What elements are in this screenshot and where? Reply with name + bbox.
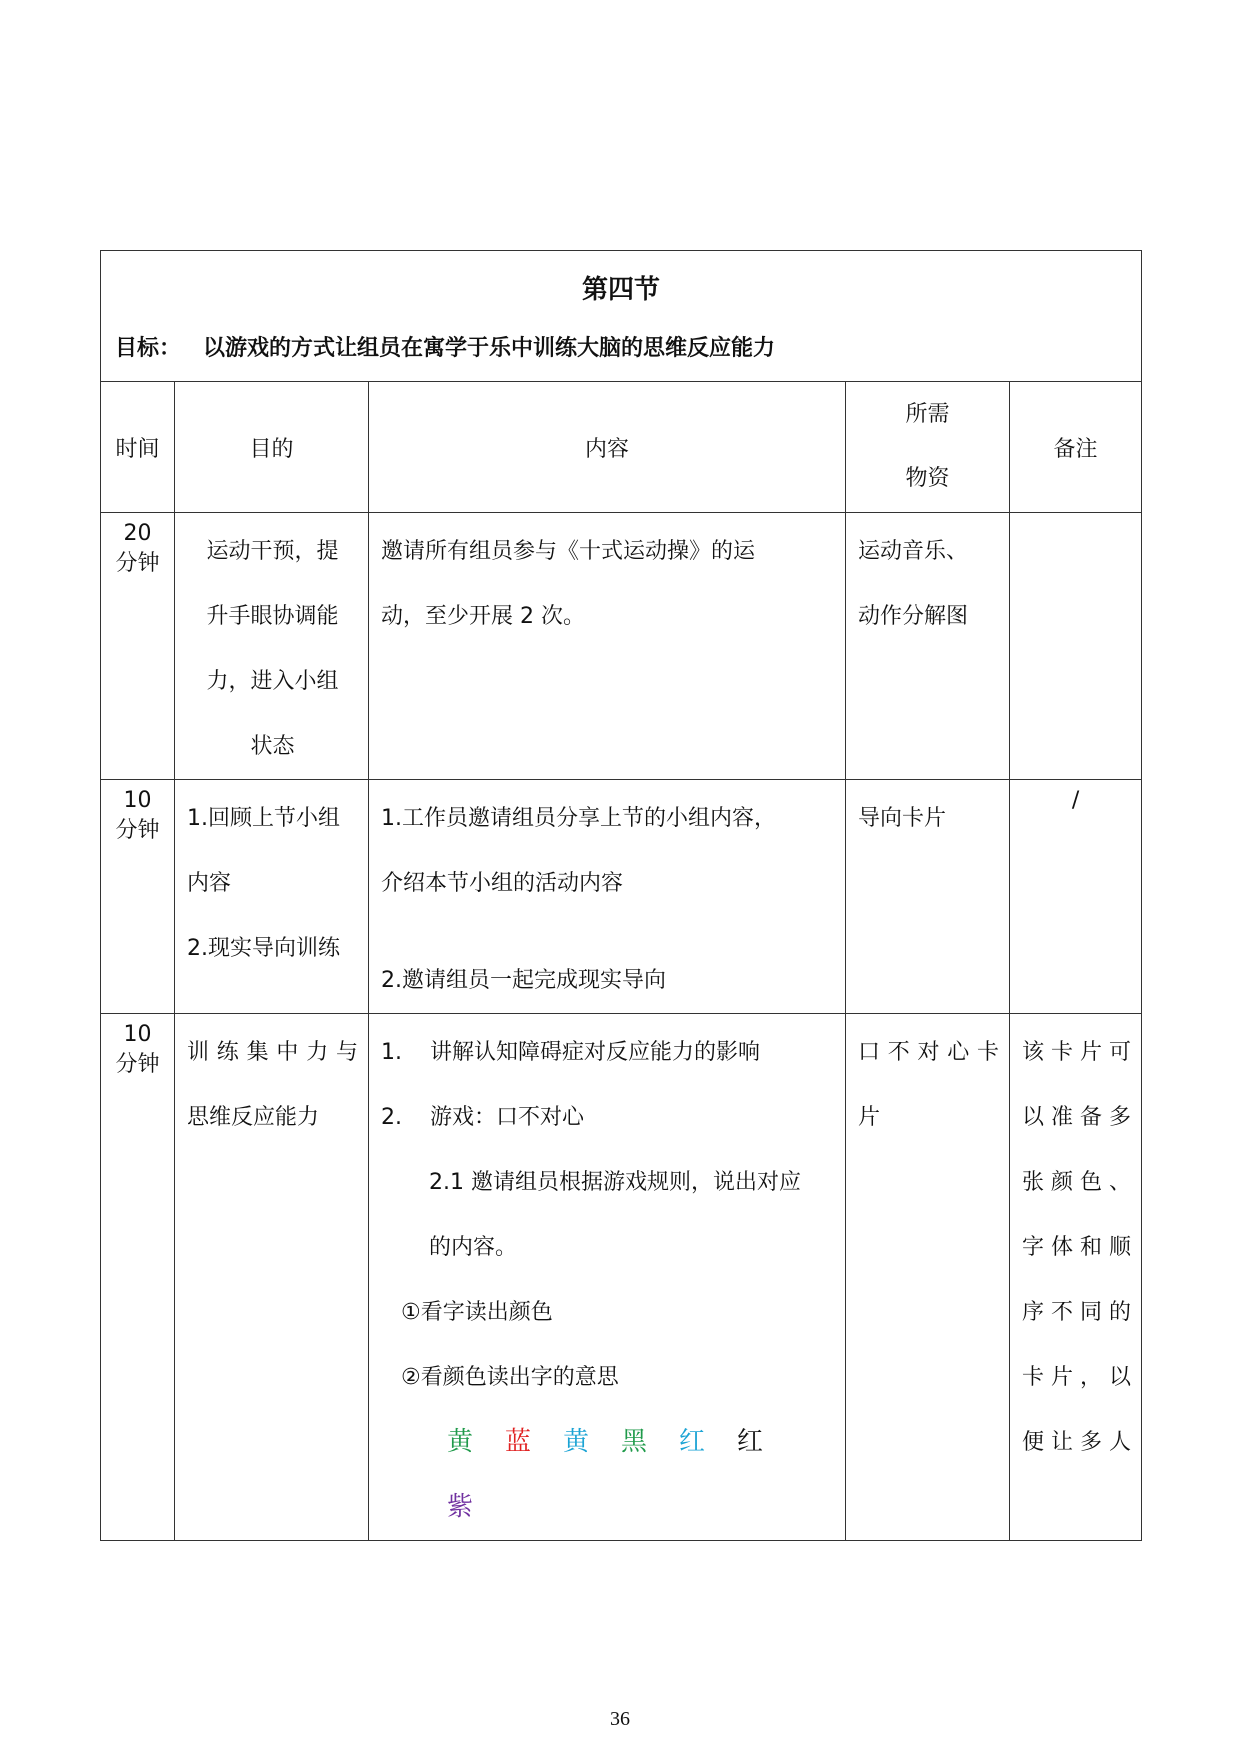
color-word: 黄 [563, 1427, 590, 1457]
content-cell [369, 780, 846, 1014]
purpose-line: 运动干预，提 [206, 539, 339, 564]
goal-label: 目标： [115, 336, 182, 361]
time-number: 10 [123, 788, 152, 813]
content-item-1: 1. 讲解认知障碍症对反应能力的影响 [381, 1040, 760, 1065]
title-cell [101, 251, 1142, 382]
header-content: 内容 [369, 382, 846, 513]
header-purpose: 目的 [175, 382, 369, 513]
header-row [101, 382, 1142, 513]
notes-line: 张颜色、 [1022, 1170, 1132, 1195]
content-sub-1b: 的内容。 [429, 1235, 518, 1260]
materials-cell [846, 780, 1010, 1014]
notes-line: 卡片，以 [1022, 1365, 1132, 1390]
materials-cell [846, 513, 1010, 780]
purpose-line: 力，进入小组 [206, 669, 339, 694]
notes-line: 序不同的 [1022, 1300, 1132, 1325]
color-word: 红 [679, 1427, 706, 1457]
purpose-line: 内容 [187, 871, 232, 896]
session-table [100, 250, 1142, 1541]
materials-line: 导向卡片 [858, 806, 947, 831]
materials-line: 片 [858, 1105, 881, 1130]
notes-cell [1010, 1014, 1142, 1541]
notes-line: 该卡片可 [1022, 1040, 1132, 1065]
color-word: 黄 [447, 1427, 474, 1457]
table-row [101, 1014, 1142, 1541]
header-notes: 备注 [1010, 382, 1142, 513]
purpose-cell [175, 513, 369, 780]
content-circle-1: ①看字读出颜色 [401, 1300, 553, 1325]
goal-text: 以游戏的方式让组员在寓学于乐中训练大脑的思维反应能力 [203, 336, 776, 361]
purpose-line: 1.回顾上节小组 [187, 806, 340, 831]
color-word: 蓝 [505, 1427, 532, 1457]
table-row [101, 513, 1142, 780]
content-cell [369, 513, 846, 780]
time-cell [101, 1014, 175, 1541]
time-unit: 分钟 [115, 1052, 160, 1077]
time-cell [101, 513, 175, 780]
section-title: 第四节 [582, 275, 661, 305]
content-item-2: 2. 游戏：口不对心 [381, 1105, 584, 1130]
purpose-line: 思维反应能力 [187, 1105, 320, 1130]
header-materials-line2: 物资 [905, 466, 950, 491]
notes-cell: / [1010, 780, 1142, 1014]
materials-line: 动作分解图 [858, 604, 969, 629]
header-time: 时间 [101, 382, 175, 513]
content-line: 介绍本节小组的活动内容 [381, 871, 624, 896]
page-number: 36 [610, 1708, 630, 1730]
purpose-cell [175, 780, 369, 1014]
materials-line: 口不对心卡 [858, 1040, 999, 1065]
purpose-line: 训练集中力与 [187, 1040, 358, 1065]
content-line: 2.邀请组员一起完成现实导向 [381, 968, 666, 993]
color-word: 黑 [621, 1427, 648, 1457]
time-number: 10 [123, 1022, 152, 1047]
notes-line: 便让多人 [1022, 1430, 1132, 1455]
color-word-list [381, 1410, 835, 1540]
color-word: 红 [737, 1427, 764, 1457]
color-word: 紫 [447, 1492, 474, 1522]
time-number: 20 [123, 521, 152, 546]
time-unit: 分钟 [115, 551, 160, 576]
content-line: 动，至少开展 2 次。 [381, 604, 585, 629]
purpose-line: 升手眼协调能 [206, 604, 339, 629]
purpose-line: 2.现实导向训练 [187, 936, 340, 961]
materials-line: 运动音乐、 [858, 539, 969, 564]
header-materials-line1: 所需 [905, 402, 950, 427]
notes-cell [1010, 513, 1142, 780]
materials-cell [846, 1014, 1010, 1541]
time-cell [101, 780, 175, 1014]
time-unit: 分钟 [115, 818, 160, 843]
notes-line: 以准备多 [1022, 1105, 1132, 1130]
content-sub-1: 2.1 邀请组员根据游戏规则，说出对应 [429, 1170, 801, 1195]
content-circle-2: ②看颜色读出字的意思 [401, 1365, 619, 1390]
purpose-cell [175, 1014, 369, 1541]
content-line: 1.工作员邀请组员分享上节的小组内容， [381, 806, 776, 831]
notes-line: 字体和顺 [1022, 1235, 1132, 1260]
content-cell [369, 1014, 846, 1541]
goal-line [115, 331, 775, 362]
purpose-line: 状态 [250, 734, 295, 759]
header-materials [846, 382, 1010, 513]
table-row [101, 780, 1142, 1014]
content-line: 邀请所有组员参与《十式运动操》的运 [381, 539, 756, 564]
